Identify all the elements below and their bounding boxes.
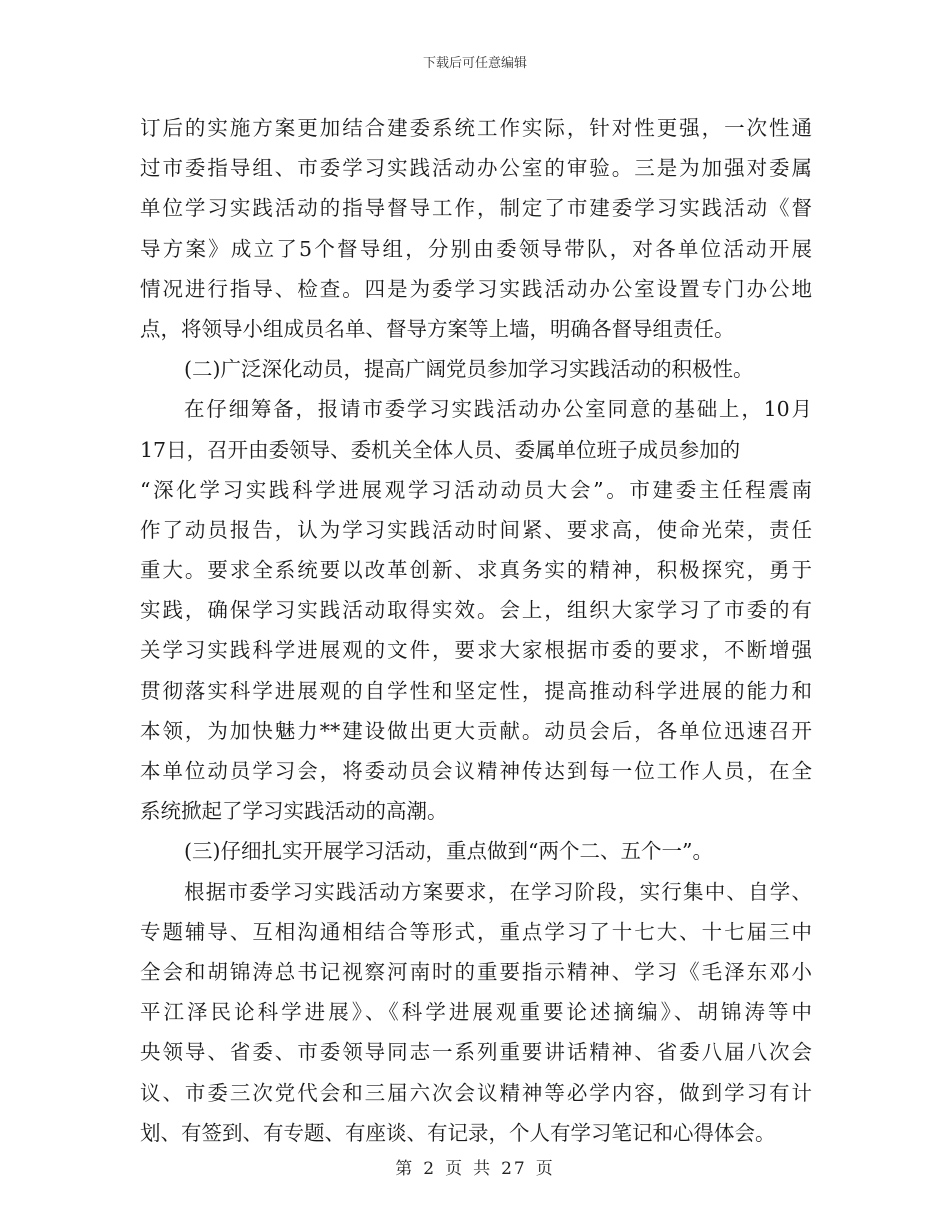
body-line-20: 根据市委学习实践活动方案要求，在学习阶段，实行集中、自学、 <box>184 879 812 904</box>
footer-prefix: 第 <box>395 1159 415 1179</box>
document-body <box>140 108 812 1153</box>
body-line-15: 贯彻落实科学进展观的自学性和坚定性，提高推动科学进展的能力和 <box>140 678 812 703</box>
footer-total-pages: 27 <box>501 1159 527 1179</box>
body-line-1: 订后的实施方案更加结合建委系统工作实际，针对性更强，一次性通 <box>140 116 812 140</box>
body-line-26: 划、有签到、有专题、有座谈、有记录，个人有学习笔记和心得体会。 <box>140 1120 776 1145</box>
body-line-18: 系统掀起了学习实践活动的高潮。 <box>140 799 448 824</box>
body-line-11: 作了动员报告，认为学习实践活动时间紧、要求高，使命光荣，责任 <box>140 517 812 542</box>
header-note: 下载后可任意编辑 <box>422 56 527 71</box>
body-line-10: “深化学习实践科学进展观学习活动动员大会”。市建委主任程震南 <box>140 477 812 502</box>
section-heading-3: (三)仔细扎实开展学习活动，重点做到“两个二、五个一”。 <box>184 839 713 864</box>
footer-page-word: 页 <box>445 1159 465 1179</box>
body-line-4: 导方案》成立了5个督导组，分别由委领导带队，对各单位活动开展 <box>140 236 812 261</box>
body-line-13: 实践，确保学习实践活动取得实效。会上，组织大家学习了市委的有 <box>140 598 812 623</box>
body-line-16: 本领，为加快魅力**建设做出更大贡献。动员会后，各单位迅速召开 <box>140 718 812 743</box>
body-line-24: 央领导、省委、市委领导同志一系列重要讲话精神、省委八届八次会 <box>140 1040 812 1065</box>
footer-page-number: 2 <box>423 1159 437 1179</box>
body-line-21: 专题辅导、互相沟通相结合等形式，重点学习了十七大、十七届三中 <box>140 919 812 944</box>
body-line-12: 重大。要求全系统要以改革创新、求真务实的精神，积极探究，勇于 <box>140 558 812 583</box>
body-line-2: 过市委指导组、市委学习实践活动办公室的审验。三是为加强对委属 <box>140 156 812 181</box>
body-line-25: 议、市委三次党代会和三届六次会议精神等必学内容，做到学习有计 <box>140 1080 812 1105</box>
body-line-9: 17日，召开由委领导、委机关全体人员、委属单位班子成员参加的 <box>140 437 741 462</box>
footer-total-word: 共 <box>473 1159 493 1179</box>
body-line-22: 全会和胡锦涛总书记视察河南时的重要指示精神、学习《毛泽东邓小 <box>140 959 812 984</box>
page-footer <box>0 1154 950 1179</box>
footer-suffix: 页 <box>535 1159 555 1179</box>
body-line-23: 平江泽民论科学进展》、《科学进展观重要论述摘编》、胡锦涛等中 <box>140 1000 812 1025</box>
body-line-8: 在仔细筹备，报请市委学习实践活动办公室同意的基础上，10月 <box>184 397 812 422</box>
body-line-6: 点，将领导小组成员名单、督导方案等上墙，明确各督导组责任。 <box>140 316 735 341</box>
body-line-3: 单位学习实践活动的指导督导工作，制定了市建委学习实践活动《督 <box>140 196 812 221</box>
body-line-14: 关学习实践科学进展观的文件，要求大家根据市委的要求，不断增强 <box>140 638 812 663</box>
body-line-17: 本单位动员学习会，将委动员会议精神传达到每一位工作人员，在全 <box>140 759 812 783</box>
body-line-5: 情况进行指导、检查。四是为委学习实践活动办公室设置专门办公地 <box>140 276 812 301</box>
section-heading-2: (二)广泛深化动员，提高广阔党员参加学习实践活动的积极性。 <box>184 357 754 382</box>
